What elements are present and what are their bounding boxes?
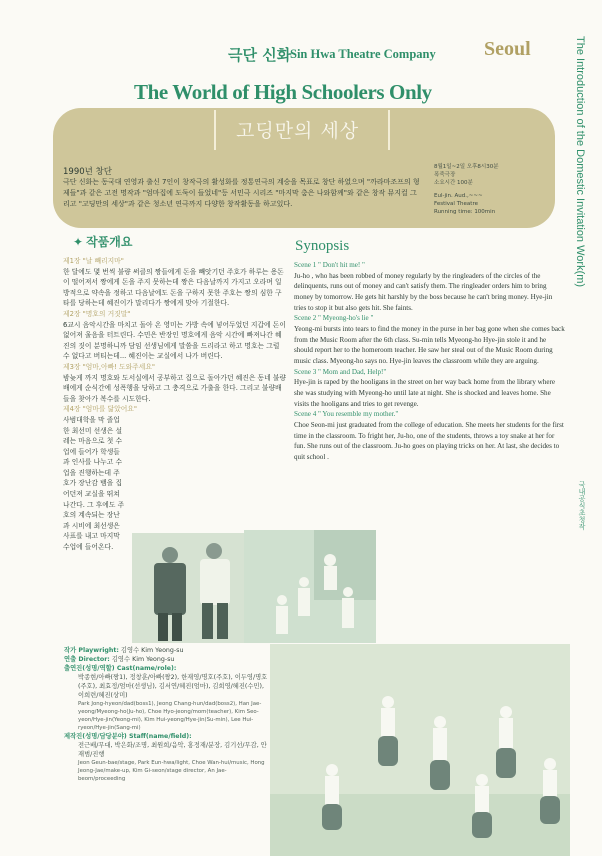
scene-title: 제2장 "명호의 거짓말" <box>63 309 131 318</box>
cast-english: Park Jong-hyeon/dad(boss1), Jeong Chang-hun/dad(boss2), Han Jae-yeong/Myeong-ho(Ju-ho), Choe Hyo-jeong/mom(teacher), Kim Seo-yeon/Hye-jin(Yeong-mi), Kim Hui-yeong/Hye-jin(Su-min), Lee Hui-ryeon/Hye-jin(Sang-mi) <box>78 701 262 731</box>
stage-photo-2 <box>244 530 376 643</box>
scene-title: Scene 3 " Mom and Dad, Help!" <box>294 367 387 376</box>
director-value: 김영수 Kim Yeong-su <box>111 656 175 663</box>
cast-korean: 박종현/아빠(짱1), 정창훈/아빠(짱2), 한재영/명호(주호), 이두영/명호(주호), 최효정/엄마(선생님), 김서연/혜진(엄마), 김희영/혜진(수민), 이희련/혜진(상미) <box>78 674 268 699</box>
scene-text: 사범대학을 막 졸업한 최선미 선생은 설레는 마음으로 첫 수업에 들어가 학생들과 인사를 나누고 수업을 진행하는데 주호가 장난감 뱀을 집어던져 교실을 뛰쳐나간다. 그 후에도 주호의 계속되는 장난과 시비에 최선생은 사표를 내고 마지막 수업에 들어온다. <box>63 415 125 552</box>
side-banner-korean: 국내공식초청작 <box>578 481 586 530</box>
english-synopsis <box>294 260 566 462</box>
meta-line: Eul-jin. Aud.,~~~ <box>434 193 483 199</box>
staff-label: 제작진(성명/담당분야) Staff(name/field): <box>64 733 192 740</box>
scene-title: 제4장 "엄마를 닮았어요" <box>63 405 137 414</box>
meta-line: 8월1일~2일 오후8시30분 <box>434 164 499 170</box>
page-title: The World of High Schoolers Only <box>134 80 432 104</box>
meta-line: 소요시간 100분 <box>434 180 473 186</box>
side-banner <box>574 36 594 596</box>
city-name: Seoul <box>484 38 531 60</box>
synopsis-heading: Synopsis <box>295 238 350 254</box>
founded-year: 1990년 창단 <box>63 167 112 177</box>
meta-line: Festival Theatre <box>434 201 478 207</box>
staff-english: Jeon Geun-bae/stage, Park Eun-hwa/light, Choe Wan-hui/music, Hong Jeong-Jae/make-up, Kim Gi-seon/stage director, An Jae-beom/proceeding <box>78 760 265 782</box>
director-label: 연출 Director: <box>64 656 110 663</box>
meta-line: 폭죽극장 <box>434 172 456 178</box>
stage-photo-3 <box>270 644 570 856</box>
company-intro: 극단 신화는 동국대 연영과 출신 7인이 창작극의 활성화를 정통연극의 계승을 목표로 창단 하였으며 "까라마조프의 형제들"과 같은 고전 명작과 "엄마집에 도둑이 들었네"등 서민극 시리즈 "마지막 춤은 나와함께"와 같은 창작 뮤지컬 그리고 "고딩만의 세상"과 같은 청소년 연극까지 다양한 창작활동을 하고있다. <box>63 178 420 208</box>
scene-text: Choe Seon-mi just graduated from the college of education. She meets her students for the first time in the classroom. To fright her, Ju-ho, one of the students, throws a toy snake at her for fun. She runs out of the classroom. Ju-ho goes on playing tricks on her. At last, she decides to quit school . <box>294 420 564 461</box>
company-name: Sin Hwa Theatre Company <box>290 47 436 61</box>
scene-text: 6교시 음악시간을 마치고 돌아 온 영미는 가방 속에 넣어두었던 지갑에 돈이 없어져 울음을 터트린다. 수민은 반장인 명호에게 음악 시간에 빠져나간 혜진의 짓이 분명하니까 담임 선생님에게 말씀을 드리라고 하고 명호는 그럴 수 없다고 버티는데... 혜진이는 교실에서 나가 버린다. <box>63 320 286 361</box>
brand-korean: 극단 신화 <box>228 46 292 64</box>
korean-title: 고딩만의 세상 <box>236 120 360 142</box>
side-banner-english: The Introduction of the Domestic Invitation Work(m) <box>574 36 586 288</box>
section-heading-korean: ✦ 작품개요 <box>73 235 133 249</box>
scene-title: Scene 4 " You resemble my mother." <box>294 410 399 419</box>
meta-line: Running time: 100min <box>434 209 496 215</box>
scene-title: 제3장 "엄마,아빠! 도와주세요" <box>63 362 156 371</box>
scene-text: 한 달에도 몇 번씩 불량 써클의 짱들에게 돈을 빼앗기던 주호가 하루는 용돈이 떨어져서 짱에게 돈을 주지 못하는데 짱은 다음날까지 가지고 오라며 일방적으로 약속을 정하고 다음날에도 돈을 구하지 못한 주호는 짱의 심한 구타를 당하는데 혜진이가 말리다가 짱에게 맞아 기절한다. <box>63 267 284 308</box>
credits-block <box>64 646 269 783</box>
scene-title: Scene 1 " Don't hit me! " <box>294 261 365 269</box>
scene-text: 밤늦게 까지 명호와 도서실에서 공부하고 집으로 돌아가던 혜진은 동네 불량배에게 순식간에 성폭행을 당하고 그 충격으로 가출을 한다. 그리고 불량배들을 찾아가 복수를 시도한다. <box>63 373 286 403</box>
photo-illustration <box>270 644 570 856</box>
scene-title: 제1장 "날 빼리지마" <box>63 257 124 265</box>
bullet-icon: ✦ <box>73 235 84 249</box>
photo-illustration <box>132 533 244 643</box>
stage-photo-1 <box>132 533 244 643</box>
playwright-label: 작가 Playwright: <box>64 647 119 654</box>
photo-illustration <box>244 530 376 643</box>
korean-synopsis <box>63 256 287 553</box>
scene-text: Yeong-mi bursts into tears to find the money in the purse in her bag gone when she comes back from the Music Room after the 6th class. Su-min tells Myeong-ho Hye-jin stole it and he should report her to the homeroom teacher. He saw her steal out of the Music Room during music class. Myeong-ho says no. Hye-jin leaves the classroom while they are arguing. <box>294 324 565 365</box>
staff-korean: 전근배/무대, 박은화/조명, 최원희/음악, 홍정재/분장, 김기선/무감, 안재범/진행 <box>78 742 267 758</box>
scene-text: Ju-ho , who has been robbed of money regularly by the ringleaders of the circles of the delinquents, runs out of money and can't satisfy them. The ringleader orders him to bring money by tomorrow. He gets hit harshly by the boss because he can't bring money. Hye-jin tries to stop it but also gets hit. She faints. <box>294 271 553 312</box>
playwright-value: 김영수 Kim Yeong-su <box>120 647 184 654</box>
scene-text: Hye-jin is raped by the hooligans in the street on her way back home from the library where she was studying with Myeong-ho until late at night. She is shocked and leaves home. She visits the hooligans and tries to get revenge. <box>294 378 556 408</box>
performance-info <box>434 163 529 216</box>
scene-title: Scene 2 " Myeong-ho's lie " <box>294 314 374 323</box>
cast-label: 출연진(성명/역할) Cast(name/role): <box>64 665 177 672</box>
